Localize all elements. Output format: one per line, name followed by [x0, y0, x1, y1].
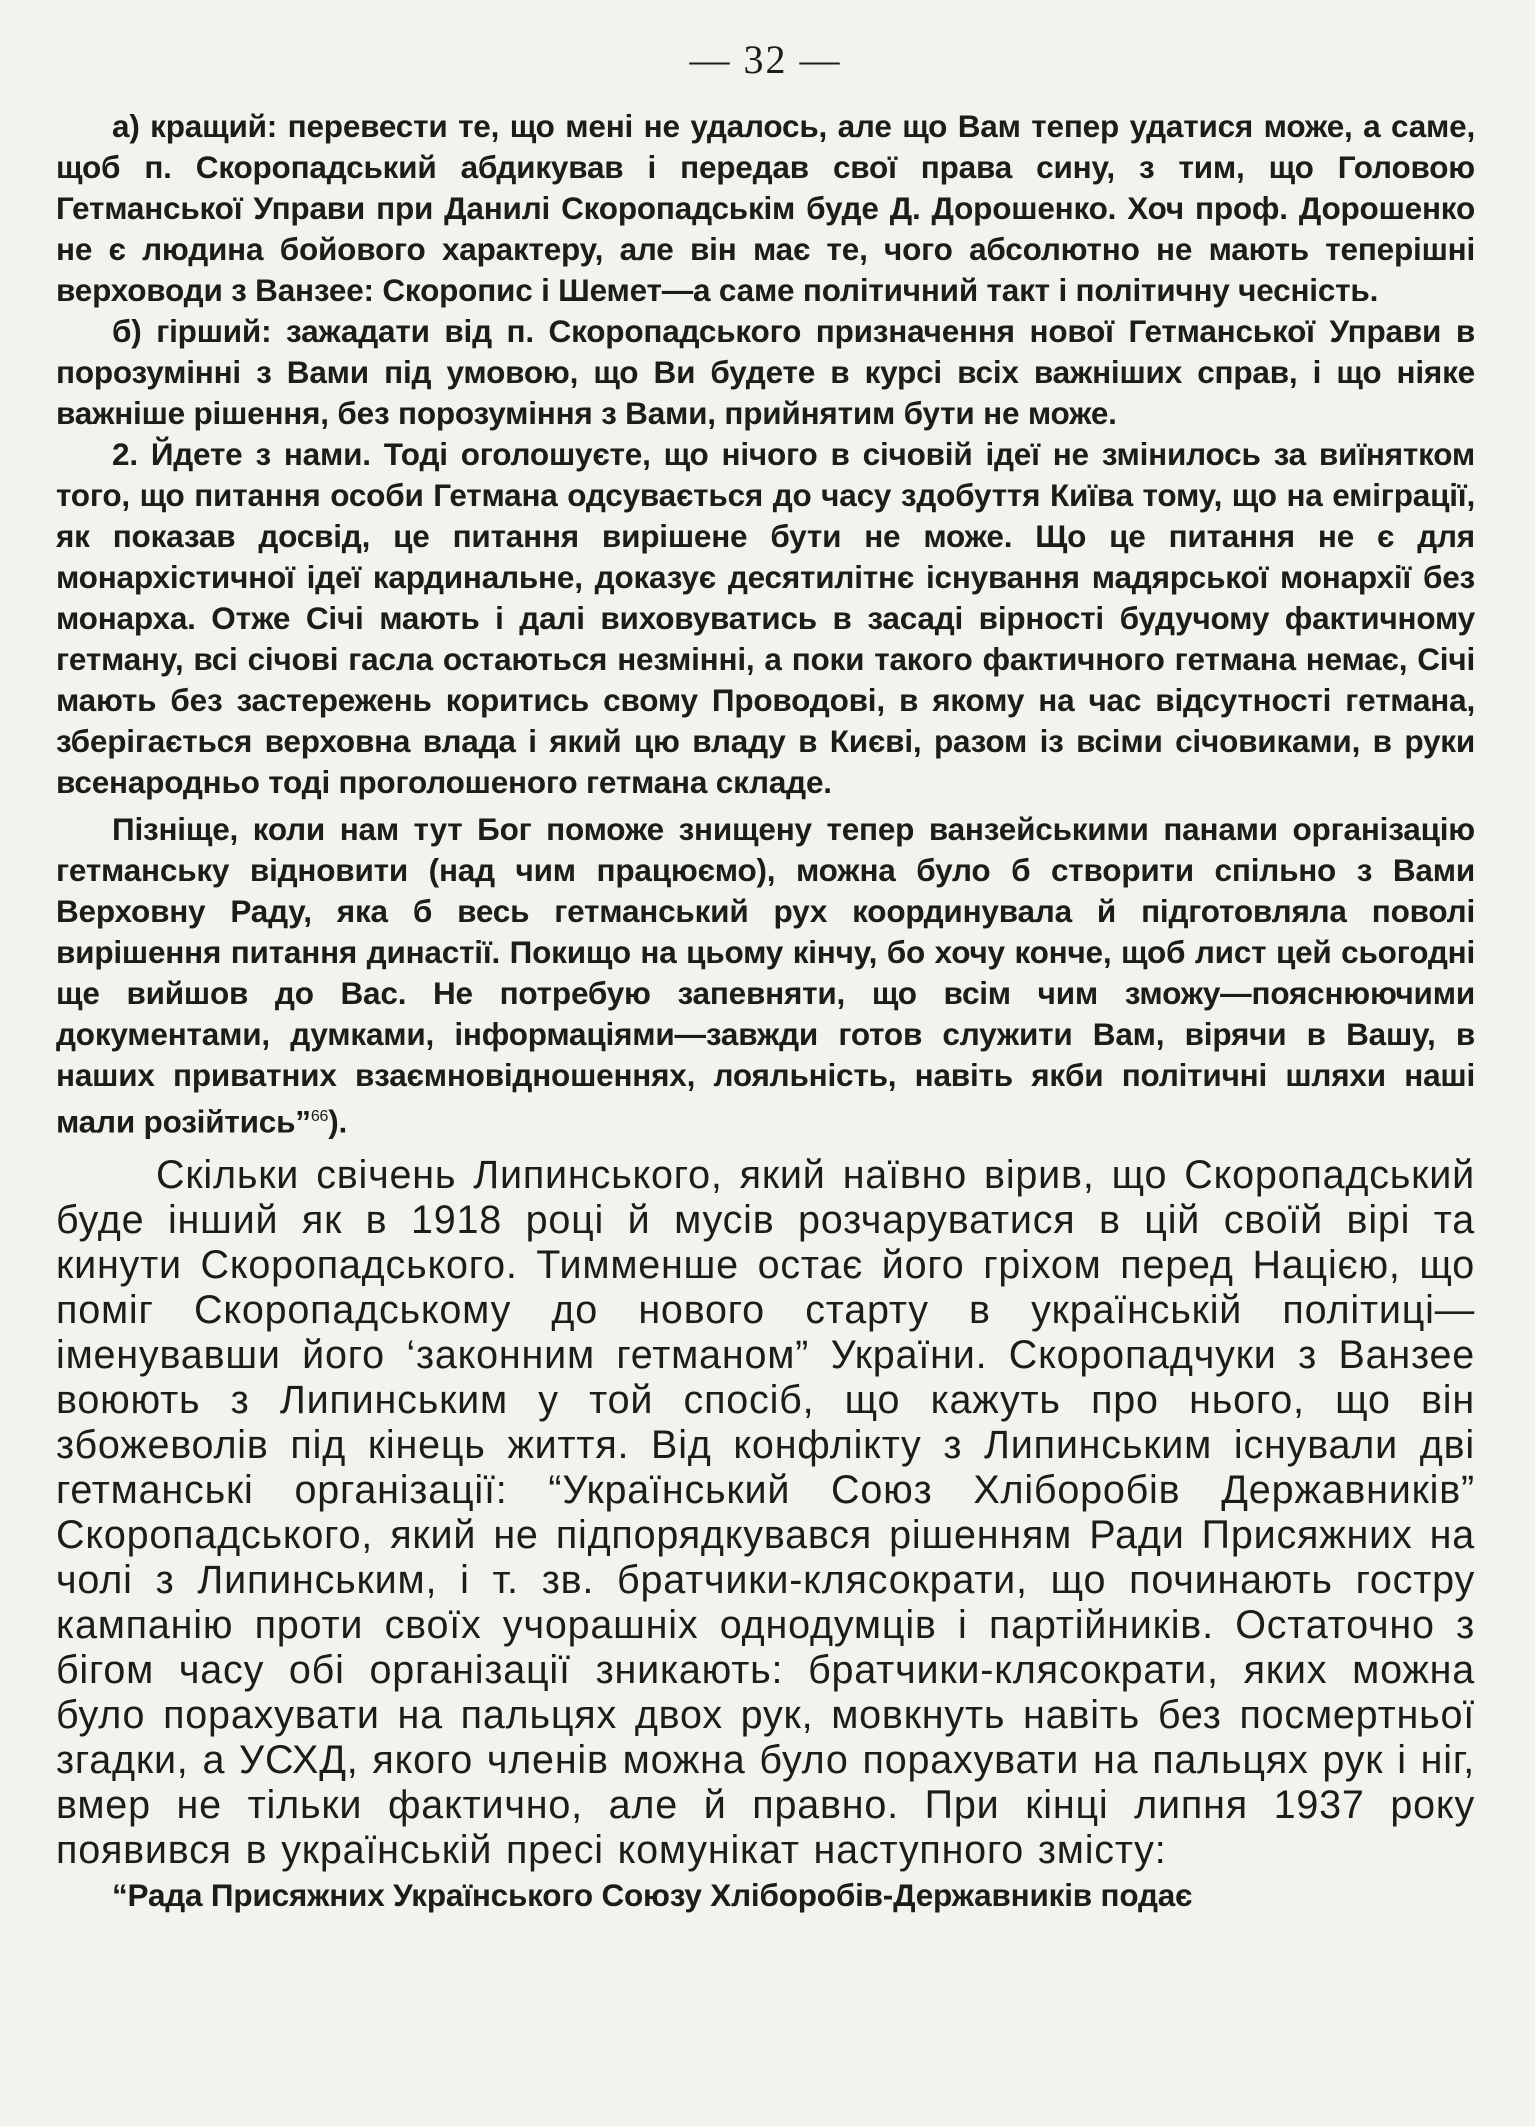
quote-closing: ). — [328, 1103, 348, 1140]
quote-paragraph-b: б) гірший: зажадати від п. Скоропадського призначення нової Гетманської Управи в порозумінні з Вами під умовою, що Ви будете в курсі всіх важніших справ, і що ніяке важніше рішення, без порозуміння з Вами, прийнятим бути не може. — [56, 313, 1475, 431]
quoted-letter — [56, 106, 1475, 1143]
footnote-mark: 66 — [310, 1108, 329, 1125]
body-paragraph: Скільки свічень Липинського, який наївно вірив, що Скоропадський буде інший як в 1918 році й мусів розчаруватися в цій своїй вірі та кинути Скоропадського. Тимменше остає його гріхом перед Нацією, що поміг Скоропадському до нового старту в українській політиці—іменувавши його ‘законним гетманом” України. Скоропадчуки з Ванзее воюють з Липинським у той спосіб, що кажуть про нього, що він збожеволів під кінець життя. Від конфлікту з Липинським існували дві гетманські організації: “Український Союз Хліборобів Державників” Скоропадського, який не підпорядкувався рішенням Ради Присяжних на чолі з Липинським, і т. зв. братчики-клясократи, що починають гостру кампанію проти своїх учорашніх однодумців і партійників. Остаточно з бігом часу обі організації зникають: братчики-клясократи, яких можна було порахувати на пальцях двох рук, мовкнуть навіть без посмертньої згадки, а УСХД, якого членів можна було порахувати на пальцях рук і ніг, вмер не тільки фактично, але й правно. При кінці липня 1937 року появився в українській пресі комунікат наступного змісту: — [56, 1152, 1475, 1872]
quote-paragraph-later — [56, 809, 1475, 1143]
quote-paragraph-a: а) кращий: перевести те, що мені не удалось, але що Вам тепер удатися може, а саме, щоб п. Скоропадський абдикував і передав свої права сину, з тим, що Головою Гетманської Управи при Данилі Скоропадськім буде Д. Дорошенко. Хоч проф. Дорошенко не є людина бойового характеру, але він має те, чого абсолютно не мають теперішні верховоди з Ванзее: Скоропис і Шемет—а саме політичний такт і політичну чесність. — [56, 108, 1475, 308]
final-quote-line: “Рада Присяжних Українського Союзу Хліборобів-Державників подає — [112, 1876, 1193, 1913]
quote-paragraph-2: 2. Йдете з нами. Тоді оголошуєте, що нічого в січовій ідеї не змінилось за виїнятком того, що питання особи Гетмана одсувається до часу здобуття Київа тому, що на еміграції, як показав досвід, це питання вирішене бути не може. Що це питання не є для монархістичної ідеї кардинальне, доказує десятилітнє існування мадярської монархії без монарха. Отже Січі мають і далі виховуватись в засаді вірності будучому фактичному гетману, всі січові гасла остаються незмінні, а поки такого фактичного гетмана немає, Січі мають без застережень коритись свому Проводові, в якому на час відсутності гетмана, зберігається верховна влада і який цю владу в Києві, разом із всіми січовиками, в руки всенародньо тоді проголошеного гетмана складе. — [56, 436, 1475, 800]
body-text — [56, 1153, 1475, 1873]
quote-later-text: Пізніще, коли нам тут Бог поможе знищену тепер ванзейськими панами організацію гетманську відновити (над чим працюємо), можна було б створити спільно з Вами Верховну Раду, яка б весь гетманський рух координувала й підготовляла поволі вирішення питання династії. Покищо на цьому кінчу, бо хочу конче, щоб лист цей сьогодні ще вийшов до Вас. Не потребую запевняти, що всім чим зможу—пояснюючими документами, думками, інформаціями—завжди готов служити Вам, вірячи в Вашу, в наших приватних взаємновідношеннях, лояльність, навіть якби політичні шляхи наші мали розійтись” — [56, 811, 1475, 1140]
page-number: — 32 — — [689, 37, 842, 82]
